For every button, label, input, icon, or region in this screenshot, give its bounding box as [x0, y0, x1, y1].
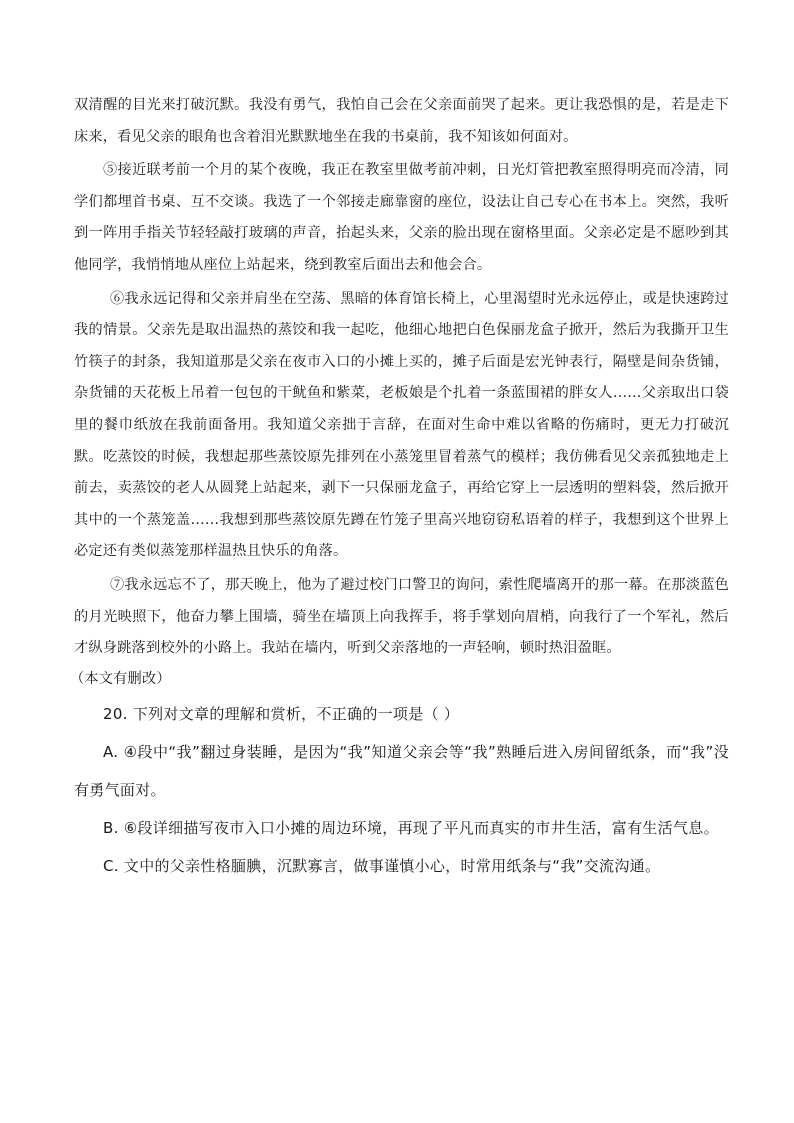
passage-paragraph-continued: 双清醒的目光来打破沉默。我没有勇气，我怕自己会在父亲面前哭了起来。更让我恐惧的是，若是走下床来，看见父亲的眼角也含着泪光默默地坐在我的书桌前，我不知该如何面对。 [74, 97, 729, 145]
question-20-option-a: A. ④段中“我”翻过身装睡，是因为“我”知道父亲会等“我”熟睡后进入房间留纸条，而“我”没有勇气面对。 [74, 742, 729, 799]
question-20-stem: 20. 下列对文章的理解和赏析，不正确的一项是（ ） [103, 704, 460, 723]
passage-paragraph-5: ⑤接近联考前一个月的某个夜晚，我正在教室里做考前冲刺，日光灯管把教室照得明亮而冷清，同学们都埋首书桌、互不交谈。我选了一个邻接走廊靠窗的座位，设法让自己专心在书本上。突然，我听到一阵用手指关节轻轻敲打玻璃的声音，抬起头来，父亲的脸出现在窗格里面。父亲必定是不愿吵到其他同学，我悄悄地从座位上站起来，绕到教室后面出去和他会合。 [74, 162, 729, 273]
passage-paragraph-7: ⑦我永远忘不了，那天晚上，他为了避过校门口警卫的询问，索性爬墙离开的那一幕。在那淡蓝色的月光映照下，他奋力攀上围墙，骑坐在墙顶上向我挥手，将手掌划向眉梢，向我行了一个军礼，然后才纵身跳落到校外的小路上。我站在墙内，听到父亲落地的一声轻响，顿时热泪盈眶。 [74, 576, 729, 657]
revision-note: （本文有删改） [70, 670, 171, 687]
document-content [70, 90, 729, 885]
question-20-option-b: B. ⑥段详细描写夜市入口小摊的周边环境，再现了平凡而真实的市井生活，富有生活气息。 [103, 818, 719, 837]
question-20-option-c: C. 文中的父亲性格腼腆，沉默寡言，做事谨慎小心，时常用纸条与“我”交流沟通。 [103, 856, 661, 875]
passage-paragraph-6: ⑥我永远记得和父亲并肩坐在空荡、黑暗的体育馆长椅上，心里渴望时光永远停止，或是快速跨过我的情景。父亲先是取出温热的蒸饺和我一起吃，他细心地把白色保丽龙盒子掀开，然后为我撕开卫生竹筷子的封条，我知道那是父亲在夜市入口的小摊上买的，摊子后面是宏光钟表行，隔壁是间杂货铺，杂货铺的天花板上吊着一包包的干鱿鱼和紫菜，老板娘是个扎着一条蓝围裙的胖女人……父亲取出口袋里的餐巾纸放在我前面备用。我知道父亲拙于言辞，在面对生命中难以省略的伤痛时，更无力打破沉默。吃蒸饺的时候，我想起那些蒸饺原先排列在小蒸笼里冒着蒸气的模样；我仿佛看见父亲孤独地走上前去，卖蒸饺的老人从圆凳上站起来，剥下一只保丽龙盒子，再给它穿上一层透明的塑料袋，然后掀开其中的一个蒸笼盖……我想到那些蒸饺原先蹲在竹笼子里高兴地窃窃私语着的样子，我想到这个世界上必定还有类似蒸笼那样温热且快乐的角落。 [74, 290, 729, 560]
